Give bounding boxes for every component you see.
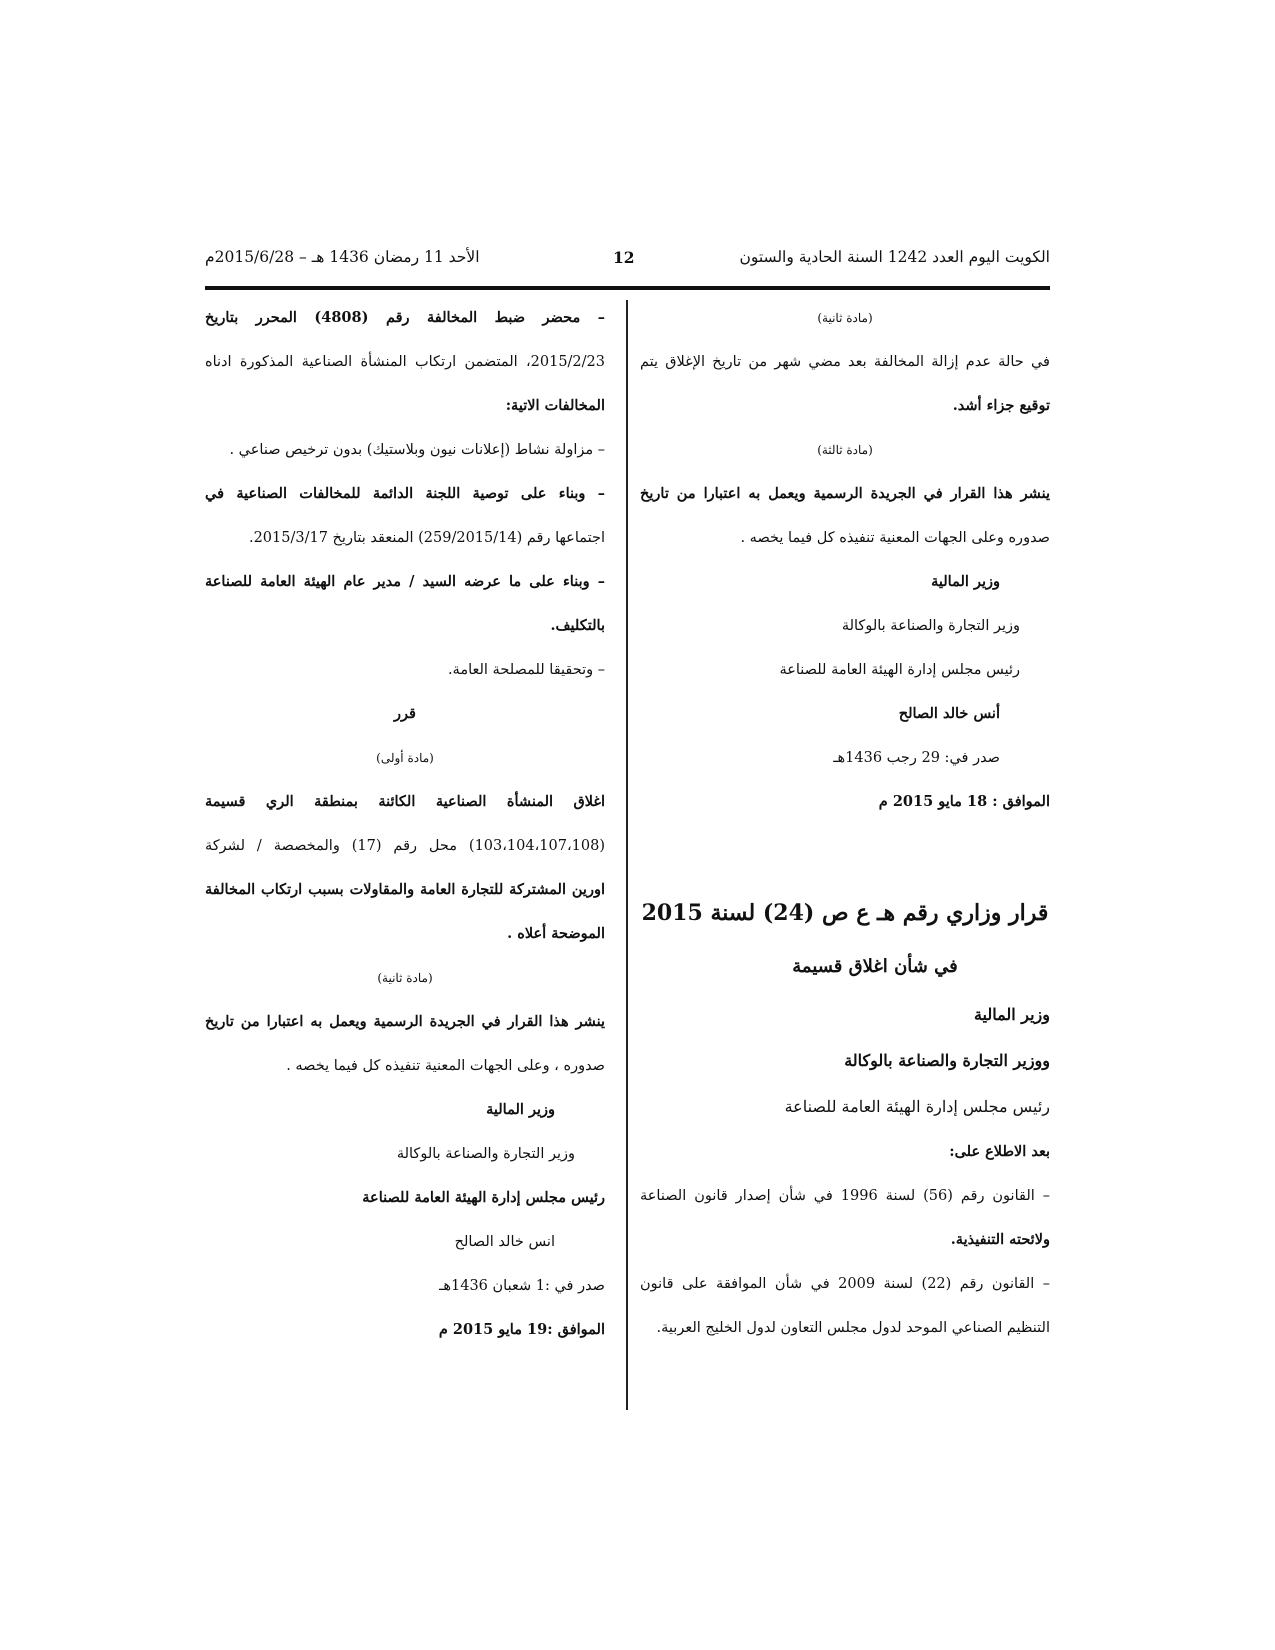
paragraph-line: – وبناء على ما عرضه السيد / مدير عام الهيئة العامة للصناعة — [205, 573, 605, 590]
paragraph-line: 2015/2/23، المتضمن ارتكاب المنشأة الصناعية المذكورة ادناه — [205, 354, 605, 370]
signature-name: انس خالد الصالح — [454, 1234, 555, 1250]
paragraph-line: ولائحته التنفيذية. — [950, 1231, 1050, 1248]
gregorian-date-line: الموافق :19 مايو 2015 م — [438, 1321, 605, 1338]
decision-title: قرار وزاري رقم هـ ع ص (24) لسنة 2015 — [641, 900, 1049, 926]
paragraph-line: – محضر ضبط المخالفة رقم (4808) المحرر بتاريخ — [205, 309, 605, 326]
right-column — [640, 296, 1050, 1350]
paragraph-line: ينشر هذا القرار في الجريدة الرسمية ويعمل به اعتبارا من تاريخ — [640, 485, 1050, 502]
issue-date: الأحد 11 رمضان 1436 هـ – 2015/6/28م — [205, 248, 480, 266]
paragraph-line: – وبناء على توصية اللجنة الدائمة للمخالفات الصناعية في — [205, 485, 605, 502]
paragraph-line: اورين المشتركة للتجارة العامة والمقاولات بسبب ارتكاب المخالفة — [205, 881, 605, 898]
signature-name: أنس خالد الصالح — [898, 705, 1000, 722]
paragraph-line: – وتحقيقا للمصلحة العامة. — [447, 662, 605, 678]
signature-title: وزير التجارة والصناعة بالوكالة — [841, 618, 1020, 634]
preamble-line: رئيس مجلس إدارة الهيئة العامة للصناعة — [784, 1097, 1050, 1116]
review-heading: بعد الاطلاع على: — [949, 1143, 1050, 1160]
paragraph-line: صدوره وعلى الجهات المعنية تنفيذه كل فيما يخصه . — [740, 530, 1050, 546]
page-header — [205, 248, 1050, 278]
article-heading: (مادة أولى) — [376, 751, 434, 765]
gregorian-date-line: الموافق : 18 مايو 2015 م — [878, 793, 1050, 810]
paragraph-line: اجتماعها رقم (259/2015/14) المنعقد بتاريخ 2015/3/17. — [248, 530, 605, 546]
paragraph-line: توقيع جزاء أشد. — [952, 397, 1050, 414]
gazette-issue-info: الكويت اليوم العدد 1242 السنة الحادية والستون — [739, 248, 1050, 266]
decision-subtitle: في شأن اغلاق قسيمة — [792, 956, 958, 977]
paragraph-line: الموضحة أعلاه . — [507, 925, 605, 942]
issue-date-line: صدر في :1 شعبان 1436هـ — [439, 1278, 605, 1294]
paragraph-line: المخالفات الاتية: — [505, 397, 605, 414]
paragraph-line: صدوره ، وعلى الجهات المعنية تنفيذه كل فيما يخصه . — [286, 1058, 605, 1074]
paragraph-line: التنظيم الصناعي الموحد لدول مجلس التعاون لدول الخليج العربية. — [656, 1320, 1050, 1336]
paragraph-line: – القانون رقم (56) لسنة 1996 في شأن إصدار قانون الصناعة — [640, 1188, 1050, 1204]
article-heading: (مادة ثالثة) — [817, 443, 873, 457]
preamble-line: وزير المالية — [973, 1005, 1050, 1024]
paragraph-line: – القانون رقم (22) لسنة 2009 في شأن الموافقة على قانون — [640, 1276, 1050, 1292]
paragraph-line: (103،104،107،108) محل رقم (17) والمخصصة / لشركة — [205, 838, 605, 854]
preamble-line: ووزير التجارة والصناعة بالوكالة — [844, 1051, 1050, 1070]
left-column — [205, 296, 605, 1352]
signature-title: رئيس مجلس إدارة الهيئة العامة للصناعة — [779, 662, 1020, 678]
signature-title: وزير المالية — [931, 573, 1000, 590]
column-divider — [626, 300, 628, 1410]
paragraph-line: ينشر هذا القرار في الجريدة الرسمية ويعمل به اعتبارا من تاريخ — [205, 1013, 605, 1030]
paragraph-line: – مزاولة نشاط (إعلانات نيون وبلاستيك) بدون ترخيص صناعي . — [229, 442, 605, 458]
signature-title: رئيس مجلس إدارة الهيئة العامة للصناعة — [362, 1189, 605, 1206]
paragraph-line: في حالة عدم إزالة المخالفة بعد مضي شهر من تاريخ الإغلاق يتم — [640, 354, 1050, 370]
paragraph-line: بالتكليف. — [550, 617, 605, 634]
page-number: 12 — [613, 248, 635, 267]
issue-date-line: صدر في: 29 رجب 1436هـ — [833, 750, 1000, 766]
paragraph-line: اغلاق المنشأة الصناعية الكائنة بمنطقة الري قسيمة — [205, 793, 605, 810]
article-heading: (مادة ثانية) — [817, 311, 873, 325]
decided-heading: قرر — [394, 705, 416, 722]
article-heading: (مادة ثانية) — [377, 971, 433, 985]
header-rule — [205, 286, 1050, 290]
signature-title: وزير المالية — [486, 1101, 555, 1118]
signature-title: وزير التجارة والصناعة بالوكالة — [396, 1146, 575, 1162]
